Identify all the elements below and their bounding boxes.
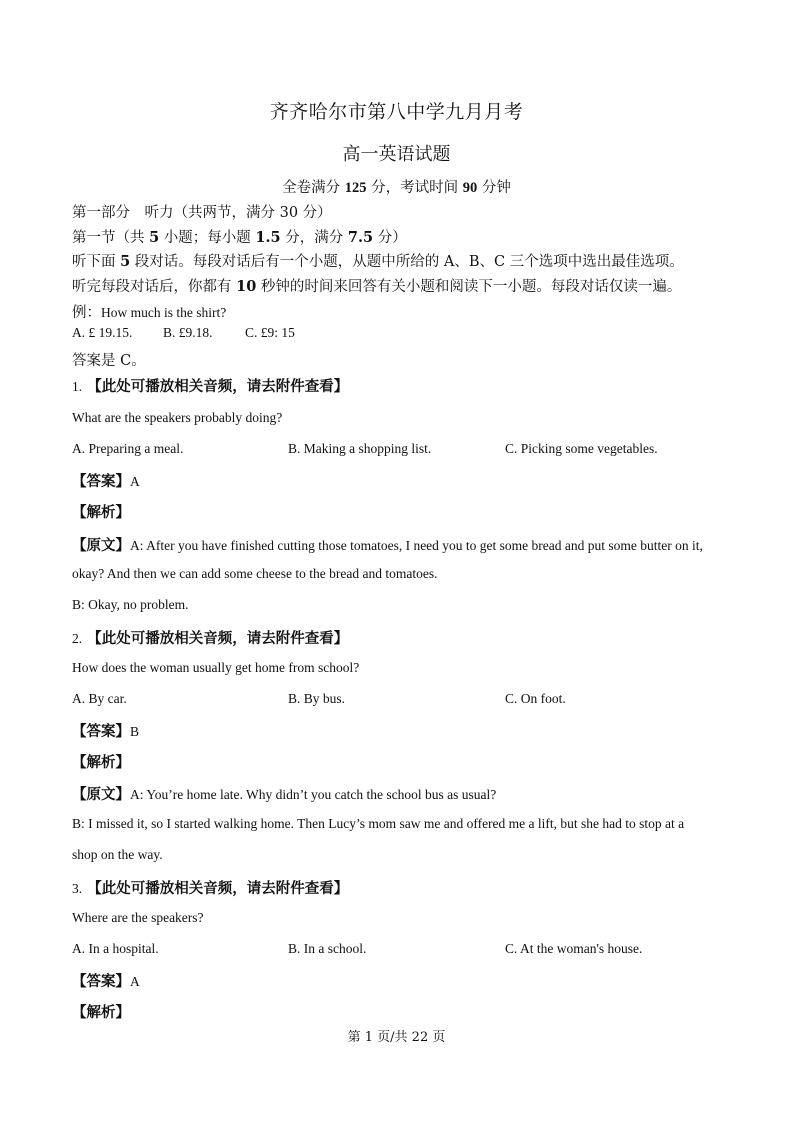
audio-link[interactable]: 【此处可播放相关音频，请去附件查看】 bbox=[87, 880, 349, 897]
question-1-answer: 【答案】A bbox=[72, 473, 140, 490]
question-2-option-b: B. By bus. bbox=[288, 691, 346, 706]
question-2-answer: 【答案】B bbox=[72, 723, 140, 740]
question-3-text: Where are the speakers? bbox=[72, 910, 204, 925]
audio-link[interactable]: 【此处可播放相关音频，请去附件查看】 bbox=[87, 378, 349, 395]
question-2-analysis-label: 【解析】 bbox=[72, 754, 130, 771]
example-option-b: B. £9.18. bbox=[163, 325, 213, 340]
example-answer: 答案是 C。 bbox=[72, 353, 146, 369]
question-2-option-c: C. On foot. bbox=[505, 691, 566, 706]
question-3-analysis-label: 【解析】 bbox=[72, 1004, 130, 1021]
section-part-heading: 第一部分 听力（共两节，满分 30 分） bbox=[72, 205, 332, 221]
question-3-option-b: B. In a school. bbox=[288, 941, 367, 956]
question-1-option-c: C. Picking some vegetables. bbox=[505, 441, 658, 456]
page-number: 第 1 页/共 22 页 bbox=[347, 1030, 446, 1045]
question-2-original-line-3: shop on the way. bbox=[72, 847, 163, 862]
question-1-text: What are the speakers probably doing? bbox=[72, 410, 283, 425]
question-1-analysis-label: 【解析】 bbox=[72, 504, 130, 521]
question-1-original-line-3: B: Okay, no problem. bbox=[72, 597, 189, 612]
example-option-a: A. £ 19.15. bbox=[72, 325, 133, 340]
question-3-answer: 【答案】A bbox=[72, 973, 140, 990]
question-1-original-line-1: 【原文】A: After you have finished cutting those tomatoes, I need you to get some bread and put some butter on it, bbox=[72, 537, 703, 554]
document-title: 齐齐哈尔市第八中学九月月考 bbox=[269, 101, 524, 123]
audio-link[interactable]: 【此处可播放相关音频，请去附件查看】 bbox=[87, 630, 349, 647]
question-2-original-line-1: 【原文】A: You’re home late. Why didn’t you catch the school bus as usual? bbox=[72, 786, 497, 803]
question-1-option-b: B. Making a shopping list. bbox=[288, 441, 432, 456]
instruction-line-2: 听完每段对话后，你都有 10 秒钟的时间来回答有关小题和阅读下一小题。每段对话仅读一遍。 bbox=[72, 278, 682, 295]
question-3-option-c: C. At the woman's house. bbox=[505, 941, 643, 956]
question-1-original-line-2: okay? And then we can add some cheese to the bread and tomatoes. bbox=[72, 566, 438, 581]
document-subtitle: 高一英语试题 bbox=[342, 144, 451, 165]
example-question: 例：How much is the shirt? bbox=[72, 305, 227, 321]
question-1-option-a: A. Preparing a meal. bbox=[72, 441, 184, 456]
section-subheading: 第一节（共 5 小题；每小题 1.5 分，满分 7.5 分） bbox=[72, 229, 407, 246]
question-2-text: How does the woman usually get home from school? bbox=[72, 660, 360, 675]
question-3-heading: 3. 【此处可播放相关音频，请去附件查看】 bbox=[72, 880, 349, 897]
exam-info: 全卷满分 125 分，考试时间 90 分钟 bbox=[282, 180, 511, 196]
example-option-c: C. £9: 15 bbox=[245, 325, 295, 340]
question-2-original-line-2: B: I missed it, so I started walking home. Then Lucy’s mom saw me and offered me a lift, but she had to stop at a bbox=[72, 816, 685, 831]
question-1-heading: 1. 【此处可播放相关音频，请去附件查看】 bbox=[72, 378, 349, 395]
instruction-line-1: 听下面 5 段对话。每段对话后有一个小题，从题中所给的 A、B、C 三个选项中选出最佳选项。 bbox=[72, 253, 684, 270]
question-2-heading: 2. 【此处可播放相关音频，请去附件查看】 bbox=[72, 630, 349, 647]
question-2-option-a: A. By car. bbox=[72, 691, 127, 706]
question-3-option-a: A. In a hospital. bbox=[72, 941, 159, 956]
